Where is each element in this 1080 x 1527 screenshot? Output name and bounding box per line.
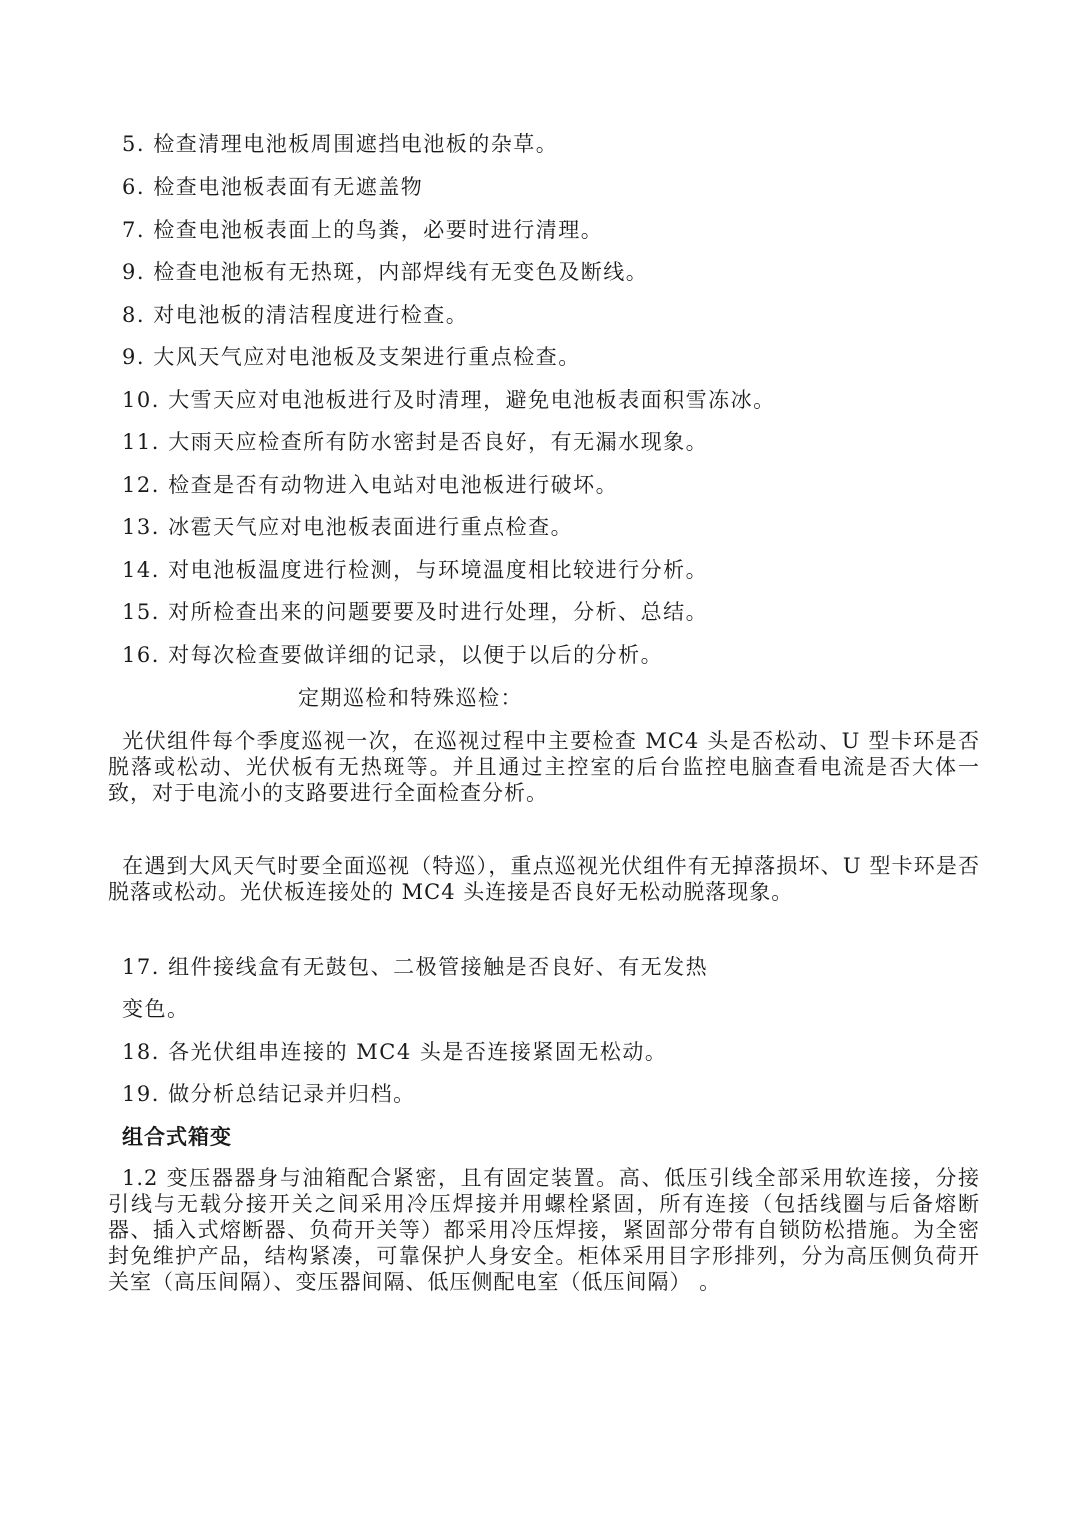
paragraph-text: 在遇到大风天气时要全面巡视（特巡），重点巡视光伏组件有无掉落损坏、U 型卡环是否脱落或松动。光伏板连接处的 MC4 头连接是否良好无松动脱落现象。 bbox=[108, 854, 980, 904]
list-item: 11. 大雨天应检查所有防水密封是否良好，有无漏水现象。 bbox=[122, 430, 709, 454]
list-item: 17. 组件接线盒有无鼓包、二极管接触是否良好、有无发热 bbox=[122, 955, 709, 979]
list-item: 12. 检查是否有动物进入电站对电池板进行破坏。 bbox=[122, 473, 619, 497]
list-item: 15. 对所检查出来的问题要要及时进行处理，分析、总结。 bbox=[122, 600, 709, 624]
list-item: 13. 冰雹天气应对电池板表面进行重点检查。 bbox=[122, 515, 574, 539]
paragraph bbox=[108, 1165, 980, 1295]
section-title: 定期巡检和特殊巡检： bbox=[298, 686, 523, 710]
paragraph-text: 光伏组件每个季度巡视一次，在巡视过程中主要检查 MC4 头是否松动、U 型卡环是否脱落或松动、光伏板有无热斑等。并且通过主控室的后台监控电脑查看电流是否大体一致，对于电流小的支路要进行全面检查分析。 bbox=[108, 729, 980, 805]
paragraph bbox=[108, 853, 980, 905]
list-item-continuation: 变色。 bbox=[122, 997, 190, 1021]
list-item: 19. 做分析总结记录并归档。 bbox=[122, 1082, 416, 1106]
list-item: 14. 对电池板温度进行检测，与环境温度相比较进行分析。 bbox=[122, 558, 709, 582]
paragraph bbox=[108, 728, 980, 806]
list-item: 10. 大雪天应对电池板进行及时清理，避免电池板表面积雪冻冰。 bbox=[122, 388, 776, 412]
section-heading: 组合式箱变 bbox=[122, 1125, 232, 1149]
list-item: 5. 检查清理电池板周围遮挡电池板的杂草。 bbox=[122, 132, 559, 156]
list-item: 9. 检查电池板有无热斑，内部焊线有无变色及断线。 bbox=[122, 260, 649, 284]
list-item: 7. 检查电池板表面上的鸟粪，必要时进行清理。 bbox=[122, 218, 604, 242]
list-item: 18. 各光伏组串连接的 MC4 头是否连接紧固无松动。 bbox=[122, 1040, 668, 1064]
list-item: 9. 大风天气应对电池板及支架进行重点检查。 bbox=[122, 345, 581, 369]
list-item: 8. 对电池板的清洁程度进行检查。 bbox=[122, 303, 469, 327]
paragraph-text: 1.2 变压器器身与油箱配合紧密，且有固定装置。高、低压引线全部采用软连接，分接引线与无载分接开关之间采用冷压焊接并用螺栓紧固，所有连接（包括线圈与后备熔断器、插入式熔断器、负荷开关等）都采用冷压焊接，紧固部分带有自锁防松措施。为全密封免维护产品，结构紧凑，可靠保护人身安全。柜体采用目字形排列，分为高压侧负荷开关室（高压间隔）、变压器间隔、低压侧配电室（低压间隔） 。 bbox=[108, 1166, 980, 1294]
list-item: 6. 检查电池板表面有无遮盖物 bbox=[122, 175, 424, 199]
list-item: 16. 对每次检查要做详细的记录，以便于以后的分析。 bbox=[122, 643, 664, 667]
